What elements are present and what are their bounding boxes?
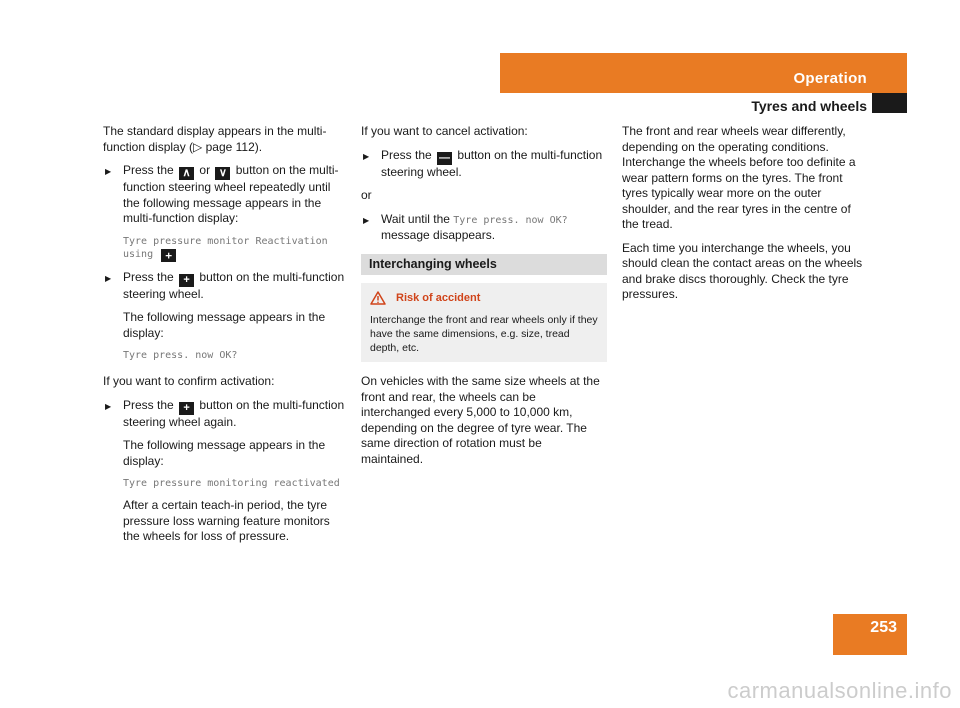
cancel-intro: If you want to cancel activation:: [361, 124, 528, 138]
step-text: button on the multi-function steering wheel again.: [123, 397, 345, 429]
up-key-icon: ∧: [179, 167, 194, 180]
intro-text: The standard display appears in the multi-function display (▷ page 112).: [103, 124, 327, 154]
minus-key-icon: —: [439, 151, 451, 164]
section-heading: Interchanging wheels: [361, 254, 607, 276]
warning-box: [361, 283, 607, 362]
step-followup: The following message appears in the display:: [123, 438, 326, 468]
plus-key-icon: +: [179, 274, 194, 287]
body-text: The front and rear wheels wear differently, depending on the operating conditions. Interchange the wheels before too definite a wear pattern forms on the tyres. The front tyres typically wear more on the outer shoulder, and the rear tyres in the centre of the tread.: [622, 124, 856, 231]
step-item: [361, 212, 607, 244]
step-text: Press the: [123, 269, 174, 284]
display-message: Tyre pressure monitoring reactivated: [123, 478, 340, 489]
subsection-title: Tyres and wheels: [751, 98, 867, 114]
step-item: [103, 398, 349, 431]
or-text: or: [361, 188, 372, 202]
warning-text: Interchange the front and rear wheels only if they have the same dimensions, e.g. size, tread depth, etc.: [370, 314, 598, 354]
step-item: [361, 148, 607, 181]
step-text: message disappears.: [381, 228, 496, 242]
step-text: Wait until the: [381, 211, 450, 226]
column-1: [103, 124, 349, 553]
body-text: Each time you interchange the wheels, you should clean the contact areas on the wheels and brake discs thoroughly. Check the tyre pressures.: [622, 240, 863, 301]
step-item: [103, 270, 349, 303]
message-text: Tyre pressure monitor Reactivation using: [123, 235, 328, 260]
step-text: Press the: [123, 163, 174, 177]
step-text: or: [199, 163, 211, 177]
section-title: Operation: [793, 70, 867, 87]
warning-title: Risk of accident: [396, 292, 481, 304]
confirm-intro: If you want to confirm activation:: [103, 374, 275, 388]
warning-triangle-icon: [370, 291, 386, 305]
page-number: 253: [870, 619, 897, 636]
plus-key-icon: +: [179, 402, 194, 415]
step-text: Press the: [381, 147, 432, 162]
page-number-box: [833, 614, 907, 655]
display-message-inline: Tyre press. now OK?: [453, 214, 568, 226]
column-3: [622, 124, 868, 311]
step-text: button on the multi-function steering wheel repeatedly until the following message appears in the multi-function display:: [123, 163, 339, 225]
plus-key-icon: +: [161, 249, 176, 262]
body-text: On vehicles with the same size wheels at the front and rear, the wheels can be interchanged every 5,000 to 10,000 km, depending on the degree of tyre wear. The same direction of rotation must be maintained.: [361, 374, 600, 466]
display-message: Tyre press. now OK?: [123, 350, 238, 361]
step-text: button on the multi-function steering wheel.: [381, 147, 603, 179]
watermark: carmanualsonline.info: [727, 678, 952, 703]
display-message: [103, 235, 349, 262]
header-marker: [872, 93, 907, 113]
step-text: Press the: [123, 397, 174, 412]
step-followup: The following message appears in the display:: [123, 310, 326, 340]
down-key-icon: ∨: [215, 167, 230, 180]
after-text: After a certain teach-in period, the tyre pressure loss warning feature monitors the wheels for loss of pressure.: [123, 498, 330, 543]
column-2: [361, 124, 607, 475]
warning-title-row: [370, 291, 598, 305]
step-text: button on the multi-function steering wheel.: [123, 269, 345, 301]
step-item: [103, 163, 349, 227]
